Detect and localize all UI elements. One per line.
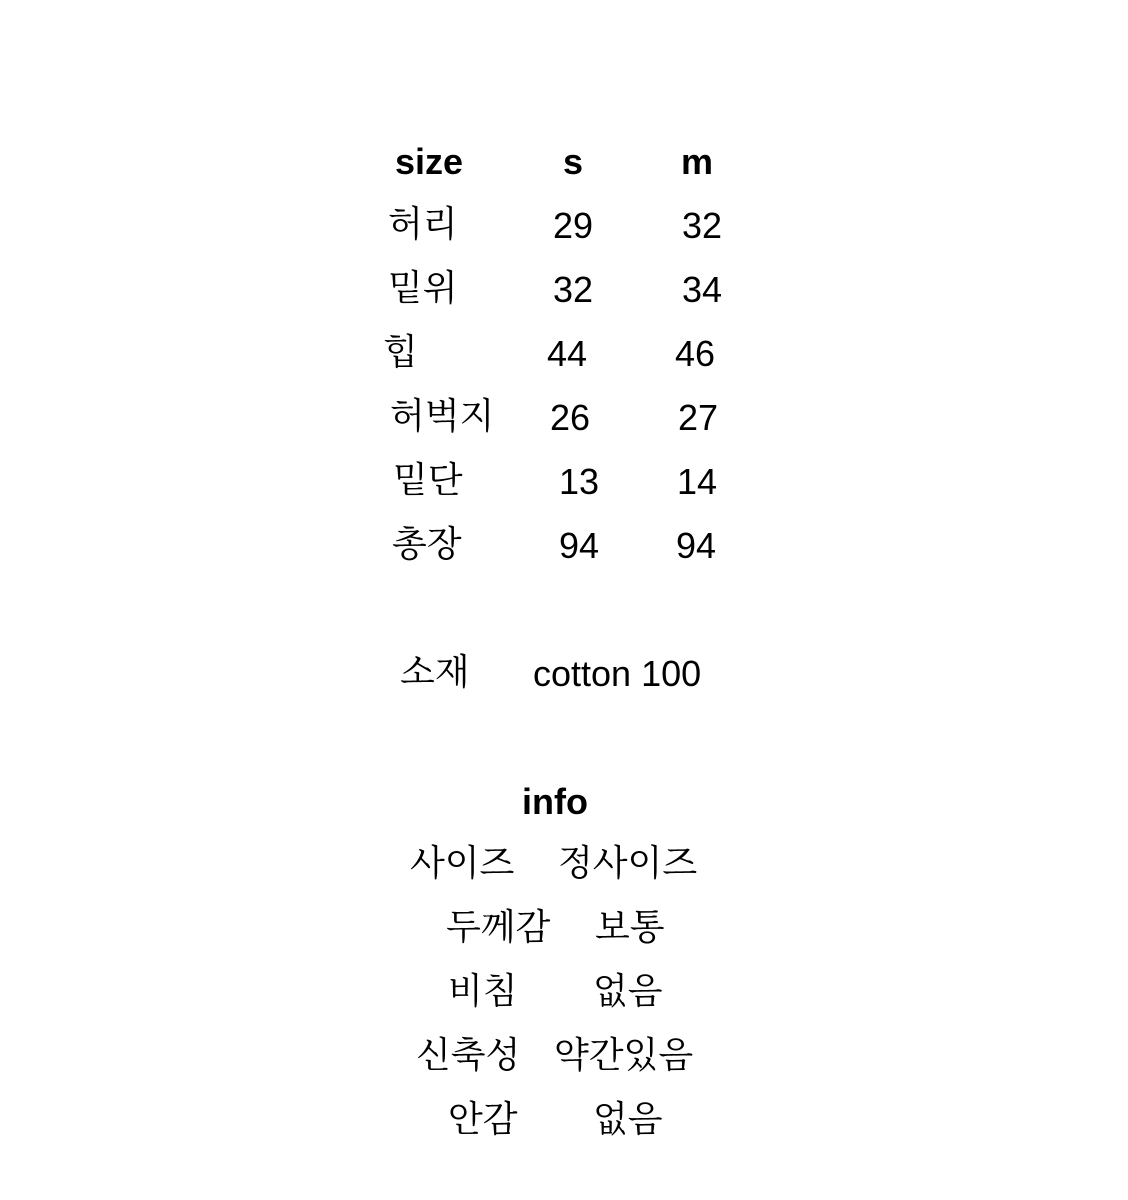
info-label: 두께감 [446, 906, 551, 947]
material-label: 소재 [400, 651, 470, 692]
row-value-s: 13 [559, 461, 600, 502]
row-value-s: 44 [547, 333, 588, 374]
row-value-m: 14 [677, 461, 718, 502]
size-header-label: size [395, 141, 464, 182]
info-value: 정사이즈 [558, 842, 698, 883]
size-header-s: s [563, 141, 584, 182]
info-value: 약간있음 [554, 1034, 694, 1075]
row-value-m: 46 [675, 333, 716, 374]
row-value-s: 32 [553, 269, 594, 310]
row-value-m: 32 [682, 205, 723, 246]
info-label: 안감 [448, 1098, 518, 1139]
row-value-m: 27 [678, 397, 719, 438]
row-value-s: 94 [559, 525, 600, 566]
material-value: cotton 100 [533, 653, 702, 694]
row-label: 총장 [392, 523, 462, 564]
info-label: 사이즈 [410, 842, 515, 883]
row-value-m: 34 [682, 269, 723, 310]
info-value: 보통 [595, 906, 665, 947]
info-title: info [522, 781, 588, 822]
row-value-m: 94 [676, 525, 717, 566]
row-label: 허리 [388, 203, 458, 244]
row-label: 밑단 [393, 459, 463, 500]
row-value-s: 26 [550, 397, 591, 438]
row-label: 허벅지 [390, 395, 495, 436]
row-label: 힙 [383, 331, 418, 372]
size-header-m: m [681, 141, 714, 182]
info-value: 없음 [593, 1098, 663, 1139]
info-value: 없음 [593, 970, 663, 1011]
info-label: 비침 [448, 970, 518, 1011]
row-label: 밑위 [388, 267, 458, 308]
info-label: 신축성 [416, 1034, 521, 1075]
row-value-s: 29 [553, 205, 594, 246]
